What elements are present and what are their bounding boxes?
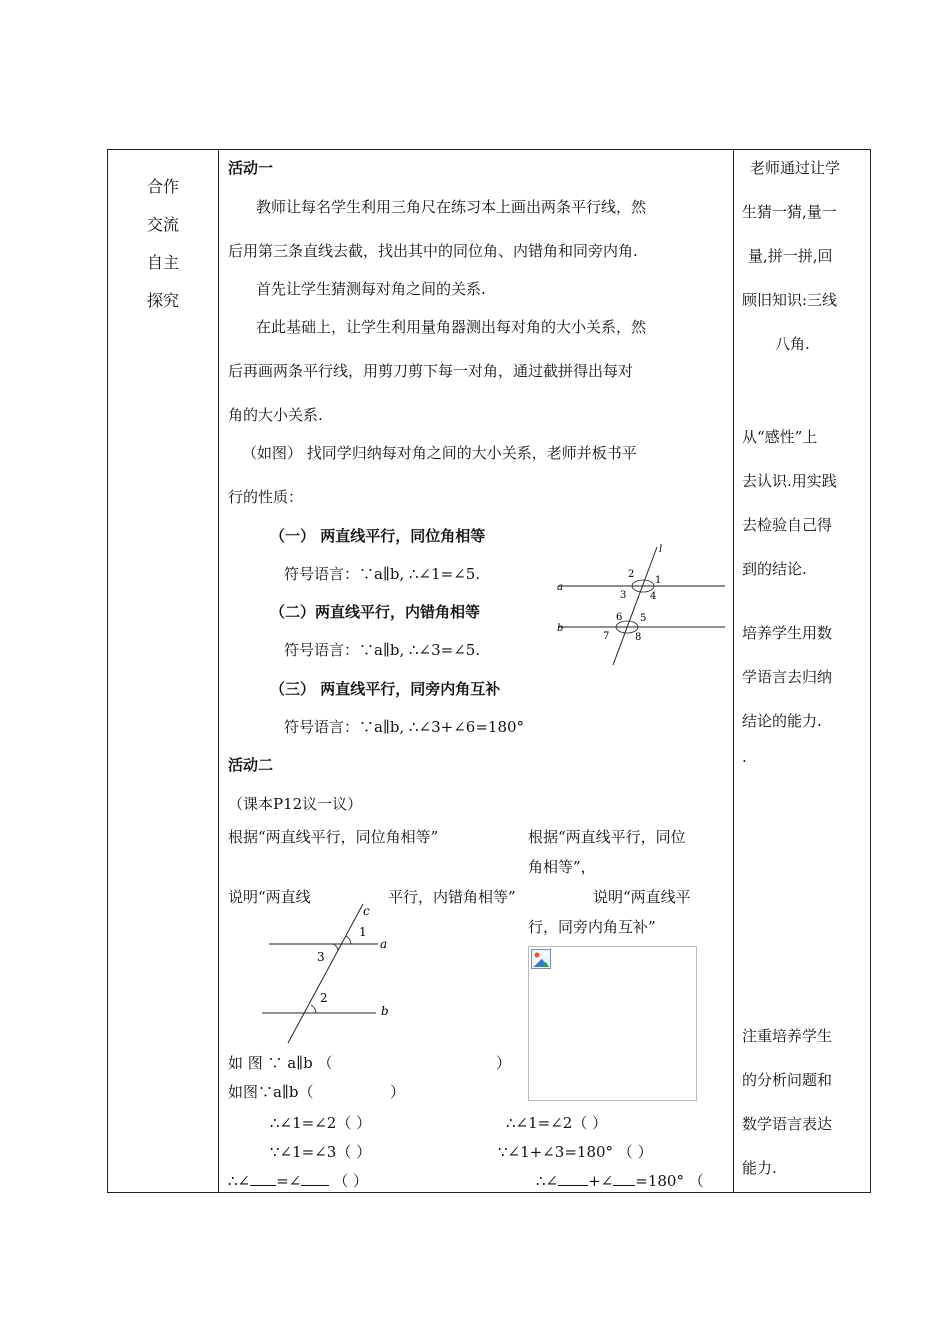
table-right-border (870, 149, 871, 1193)
note-line: . (742, 748, 747, 766)
activity2-right-question: 说明“两直线平 (593, 888, 691, 906)
note-line: 结论的能力. (742, 712, 822, 730)
figure1-angle-3: 3 (620, 590, 627, 601)
activity2-left-question: 根据“两直线平行，同位角相等” (228, 828, 439, 846)
figure2-angle-3: 3 (317, 950, 325, 964)
figure1-angle-4: 4 (650, 591, 657, 602)
proof-step-blank-line (536, 1170, 704, 1191)
proof-step-blank-line (228, 1170, 368, 1191)
fig-statement-close: ） (390, 1083, 406, 1101)
proof-text: =180° （ (635, 1172, 704, 1190)
property-two-symbol: 符号语言：∵a∥b, ∴∠3=∠5. (284, 641, 481, 659)
property-three-title: （三） 两直线平行，同旁内角互补 (270, 680, 501, 698)
proof-text: （ ） (333, 1172, 369, 1190)
left-col-line: 探究 (147, 291, 180, 310)
figure1-angle-2: 2 (628, 569, 635, 580)
figure2-label-a: a (380, 937, 388, 951)
table-bottom-border (107, 1192, 871, 1193)
figure1-label-b: b (557, 623, 564, 634)
image-placeholder (528, 946, 697, 1101)
proof-text: ∴∠ (536, 1172, 559, 1190)
answer-blank[interactable] (301, 1171, 329, 1186)
left-col-line: 合作 (147, 177, 180, 196)
note-line: 培养学生用数 (742, 624, 833, 642)
answer-blank[interactable] (250, 1171, 276, 1186)
figure1-angle-6: 6 (616, 612, 623, 623)
figure2-angle-2: 2 (320, 991, 328, 1005)
activity2-title: 活动二 (228, 756, 274, 774)
property-two-title: （二）两直线平行，内错角相等 (270, 603, 481, 621)
col-divider-left (218, 149, 219, 1193)
figure1-angle-1: 1 (655, 575, 662, 586)
answer-blank[interactable] (558, 1171, 588, 1186)
answer-blank[interactable] (613, 1171, 635, 1186)
note-line: 顾旧知识:三线 (742, 291, 838, 309)
note-line: 八角. (775, 335, 810, 353)
proof-step: ∵∠1+∠3=180° （ ） (498, 1143, 653, 1161)
activity2-right-question: 行，同旁内角互补” (528, 918, 656, 936)
activity1-paragraph: 首先让学生猜测每对角之间的关系. (256, 280, 486, 298)
note-line: 到的结论. (742, 560, 807, 578)
left-col-line: 交流 (147, 215, 180, 234)
proof-text: +∠ (588, 1172, 614, 1190)
proof-text: ∴∠ (228, 1172, 251, 1190)
activity2-right-question: 角相等”， (528, 858, 596, 876)
col-divider-right (733, 149, 734, 1193)
note-line: 数学语言表达 (742, 1115, 833, 1133)
figure2-label-b: b (381, 1004, 389, 1018)
activity1-paragraph: 角的大小关系. (228, 406, 323, 424)
activity1-paragraph: 后再画两条平行线，用剪刀剪下每一对角，通过截拼得出每对 (228, 362, 634, 380)
transversal-figure (258, 898, 408, 1048)
activity1-paragraph: 行的性质： (228, 488, 304, 506)
proof-step: ∵∠1=∠3（ ） (270, 1143, 372, 1161)
left-col-line: 自主 (147, 253, 180, 272)
note-line: 量,拼一拼,回 (748, 247, 833, 265)
note-line: 从“感性”上 (742, 428, 818, 446)
figure2-angle-1: 1 (359, 925, 367, 939)
broken-image-icon (531, 949, 551, 969)
activity2-left-question: 平行，内错角相等” (388, 888, 516, 906)
figure1-label-a: a (557, 582, 563, 593)
figure1-angle-8: 8 (635, 632, 642, 643)
figure1-angle-5: 5 (640, 613, 647, 624)
activity1-paragraph: 在此基础上，让学生利用量角器测出每对角的大小关系，然 (256, 318, 647, 336)
note-line: 去检验自己得 (742, 516, 833, 534)
figure2-label-c: c (363, 904, 370, 918)
note-line: 老师通过让学 (750, 159, 841, 177)
activity2-left-question: 说明“两直线 (228, 888, 311, 906)
note-line: 去认识.用实践 (742, 472, 837, 490)
activity1-paragraph: 教师让每名学生利用三角尺在练习本上画出两条平行线，然 (256, 198, 647, 216)
note-line: 学语言去归纳 (742, 668, 833, 686)
activity1-paragraph: 后用第三条直线去截，找出其中的同位角、内错角和同旁内角. (228, 242, 638, 260)
note-line: 生猜一猜,量一 (742, 203, 837, 221)
activity2-right-question: 根据“两直线平行，同位 (528, 828, 686, 846)
fig-statement-close: ） (496, 1054, 512, 1072)
property-one-title: （一） 两直线平行，同位角相等 (270, 527, 486, 545)
note-line: 的分析问题和 (742, 1071, 833, 1089)
figure1-angle-7: 7 (603, 631, 610, 642)
parallel-lines-figure (550, 540, 730, 670)
table-top-border (107, 149, 871, 150)
fig-statement: 如 图 ∵ a∥b （ (228, 1054, 333, 1072)
table-left-border (107, 149, 108, 1193)
property-three-symbol: 符号语言：∵a∥b, ∴∠3+∠6=180° (284, 718, 525, 736)
activity2-subtitle: （课本P12议一议） (228, 795, 363, 813)
property-one-symbol: 符号语言：∵a∥b, ∴∠1=∠5. (284, 565, 481, 583)
note-line: 能力. (742, 1159, 777, 1177)
fig-statement: 如图∵a∥b（ (228, 1083, 314, 1101)
activity1-paragraph: （如图） 找同学归纳每对角之间的大小关系，老师并板书平 (242, 444, 637, 462)
proof-step: ∴∠1=∠2（ ） (506, 1114, 608, 1132)
proof-text: =∠ (276, 1172, 302, 1190)
figure1-label-l: l (659, 544, 663, 555)
note-line: 注重培养学生 (742, 1027, 833, 1045)
activity1-title: 活动一 (228, 159, 274, 177)
proof-step: ∴∠1=∠2（ ） (270, 1114, 372, 1132)
